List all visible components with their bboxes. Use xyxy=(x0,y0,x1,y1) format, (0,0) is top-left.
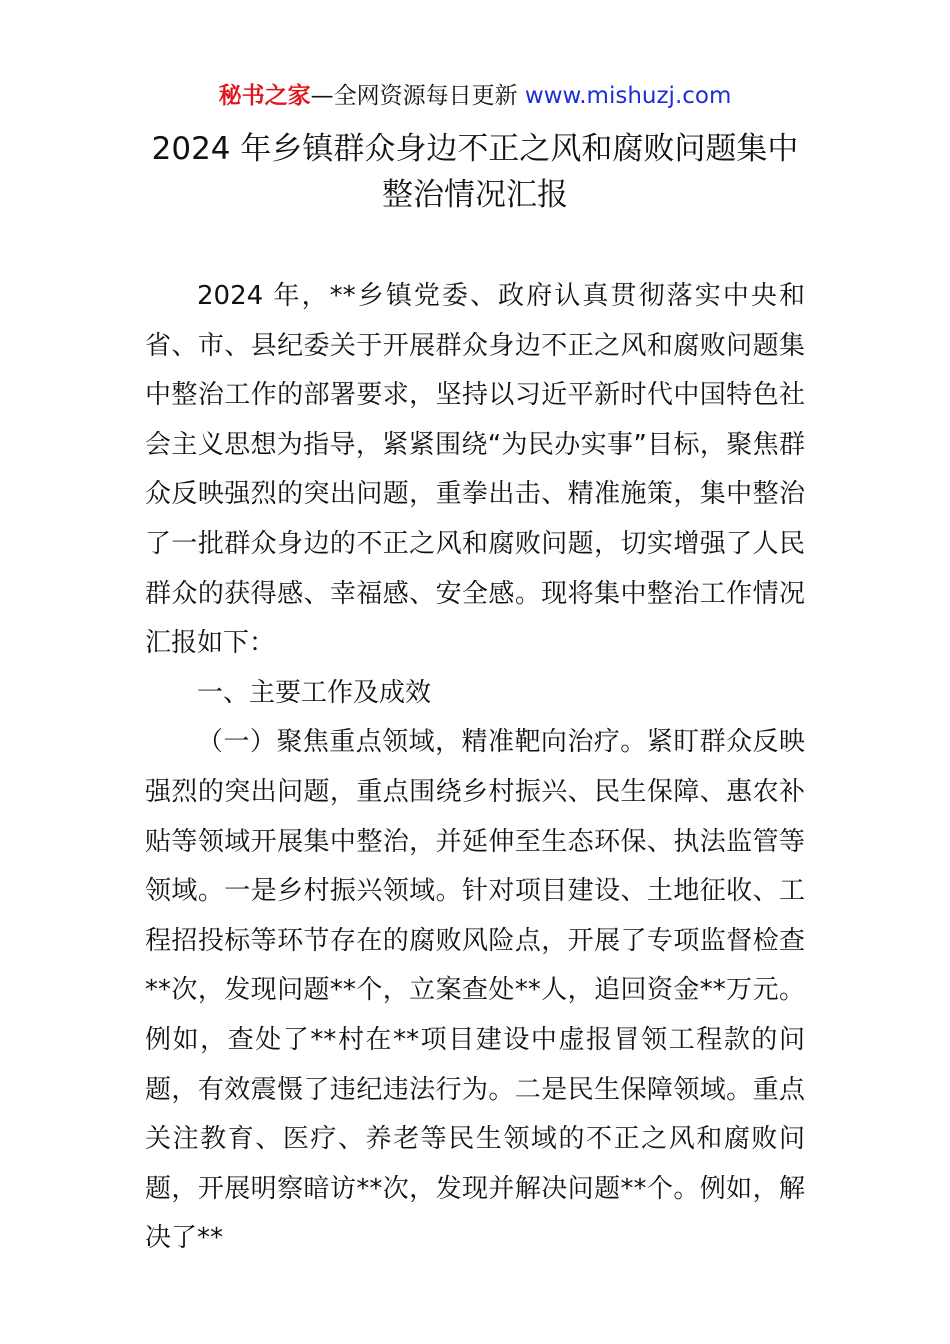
document-title-line-1: 2024 年乡镇群众身边不正之风和腐败问题集中 xyxy=(151,131,799,167)
site-url-link[interactable]: www.mishuzj.com xyxy=(524,83,732,109)
document-title xyxy=(0,126,950,218)
site-tagline: —全网资源每日更新 xyxy=(310,83,525,109)
document-title-line-2: 整治情况汇报 xyxy=(382,177,568,213)
site-brand: 秘书之家 xyxy=(218,83,311,109)
intro-paragraph: 2024 年，**乡镇党委、政府认真贯彻落实中央和省、市、县纪委关于开展群众身边不正之风和腐败问题集中整治工作的部署要求，坚持以习近平新时代中国特色社会主义思想为指导，紧紧围绕“为民办实事”目标，聚焦群众反映强烈的突出问题，重拳出击、精准施策，集中整治了一批群众身边的不正之风和腐败问题，切实增强了人民群众的获得感、幸福感、安全感。现将集中整治工作情况汇报如下： xyxy=(145,281,805,659)
body-paragraph: （一）聚焦重点领域，精准靶向治疗。紧盯群众反映强烈的突出问题，重点围绕乡村振兴、民生保障、惠农补贴等领域开展集中整治，并延伸至生态环保、执法监管等领域。一是乡村振兴领域。针对项目建设、土地征收、工程招投标等环节存在的腐败风险点，开展了专项监督检查**次，发现问题**个，立案查处**人，追回资金**万元。例如，查处了**村在**项目建设中虚报冒领工程款的问题，有效震慑了违纪违法行为。二是民生保障领域。重点关注教育、医疗、养老等民生领域的不正之风和腐败问题，开展明察暗访**次，发现并解决问题**个。例如，解决了** xyxy=(145,727,805,1254)
site-banner xyxy=(0,80,950,112)
section-heading: 一、主要工作及成效 xyxy=(197,677,432,708)
document-body xyxy=(145,272,805,1264)
